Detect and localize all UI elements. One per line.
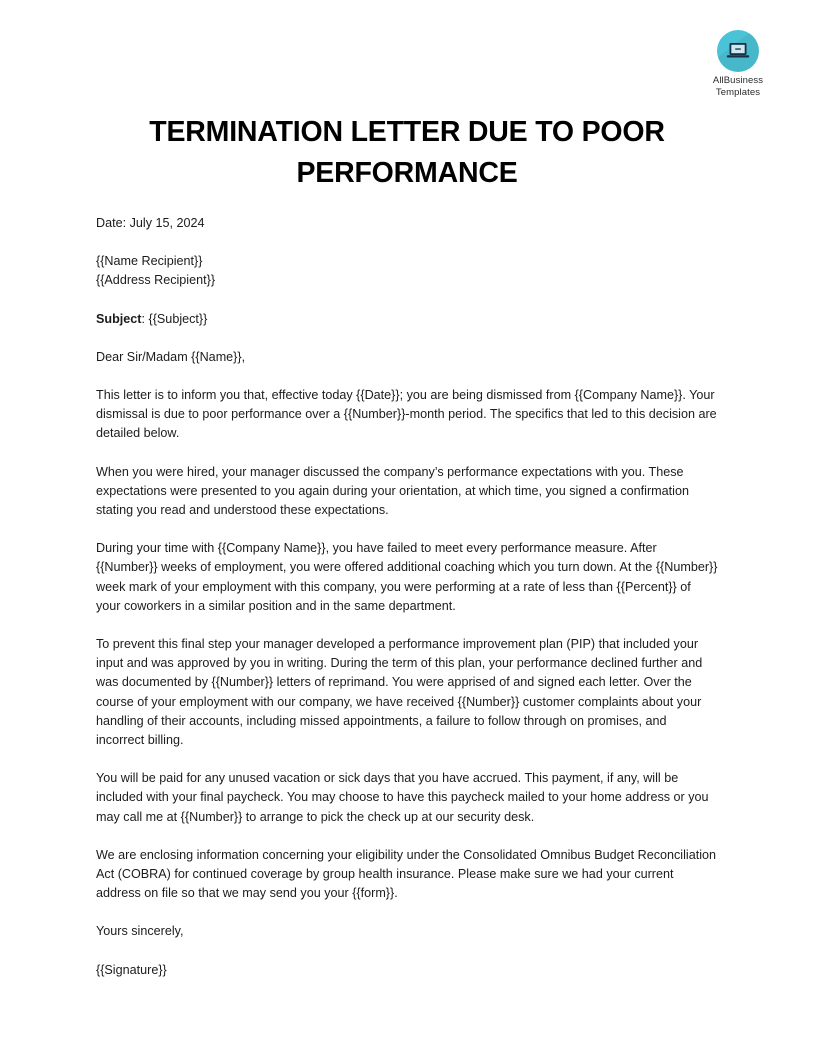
document-body: [96, 0, 718, 980]
spacer: [96, 233, 718, 252]
spacer: [96, 942, 718, 961]
salutation: Dear Sir/Madam {{Name}},: [96, 349, 246, 364]
document-title-line1: TERMINATION LETTER DUE TO POOR: [149, 116, 665, 148]
paragraph-final-pay: You will be paid for any unused vacation or sick days that you have accrued. This payment, if any, will be included with your final paycheck. You may choose to have this paycheck mailed to your home address or you may call me at {{Number}} to arrange to pick the check up at our security desk.: [96, 771, 709, 824]
spacer: [96, 827, 718, 846]
subject-value: {{Subject}}: [148, 311, 208, 326]
signature-placeholder: {{Signature}}: [96, 962, 167, 977]
laptop-icon: [726, 42, 750, 60]
spacer: [96, 616, 718, 635]
spacer: [96, 750, 718, 769]
paragraph-pip: To prevent this final step your manager developed a performance improvement plan (PIP) that included your input and was approved by you in writing. During the term of this plan, your performance declined further and was documented by {{Number}} letters of reprimand. You were apprised of and signed each letter. Over the course of your employment with our company, we have received {{Number}} customer complaints about your handling of their accounts, including missed appointments, a failure to follow through on promises, and incorrect billing.: [96, 637, 703, 748]
paragraph-expectations: When you were hired, your manager discussed the company’s performance expectations with you. These expectations were presented to you again during your orientation, at which time, you signed a confirmation stating you read and understood these expectations.: [96, 464, 689, 518]
logo-circle: [717, 30, 759, 72]
spacer: [96, 367, 718, 386]
letter-date: Date: July 15, 2024: [96, 216, 205, 230]
spacer: [96, 329, 718, 348]
spacer: [96, 903, 718, 922]
recipient-address: {{Address Recipient}}: [96, 273, 216, 288]
subject-line: [96, 310, 718, 329]
subject-separator: :: [141, 311, 149, 326]
document-title: [96, 0, 718, 194]
subject-label: Subject: [96, 311, 142, 326]
closing: Yours sincerely,: [96, 924, 184, 939]
spacer: [96, 520, 718, 539]
logo-wordmark-line1: AllBusiness: [712, 75, 764, 86]
paragraph-cobra: We are enclosing information concerning your eligibility under the Consolidated Omnibus Budget Reconciliation Act (COBRA) for continued coverage by group health insurance. Please make sure we had your current address on file so that we may send you your {{form}}.: [96, 847, 717, 901]
spacer: [96, 291, 718, 310]
logo-wordmark-line2: Templates: [715, 86, 761, 98]
paragraph-dismissal-notice: This letter is to inform you that, effective today {{Date}}; you are being dismissed from {{Company Name}}. Your dismissal is due to poor performance over a {{Number}}-month period. The specifics that led to this decision are detailed below.: [96, 388, 717, 441]
document-title-line2: PERFORMANCE: [296, 157, 518, 189]
paragraph-performance-measures: During your time with {{Company Name}}, you have failed to meet every performance measure. After {{Number}} weeks of employment, you were offered additional coaching which you turn down. At the {{Number}} week mark of your employment with this company, you were performing at a rate of less than {{Percent}} of your coworkers in a similar position and in the same department.: [96, 541, 718, 613]
recipient-name: {{Name Recipient}}: [96, 254, 203, 269]
spacer: [96, 444, 718, 463]
